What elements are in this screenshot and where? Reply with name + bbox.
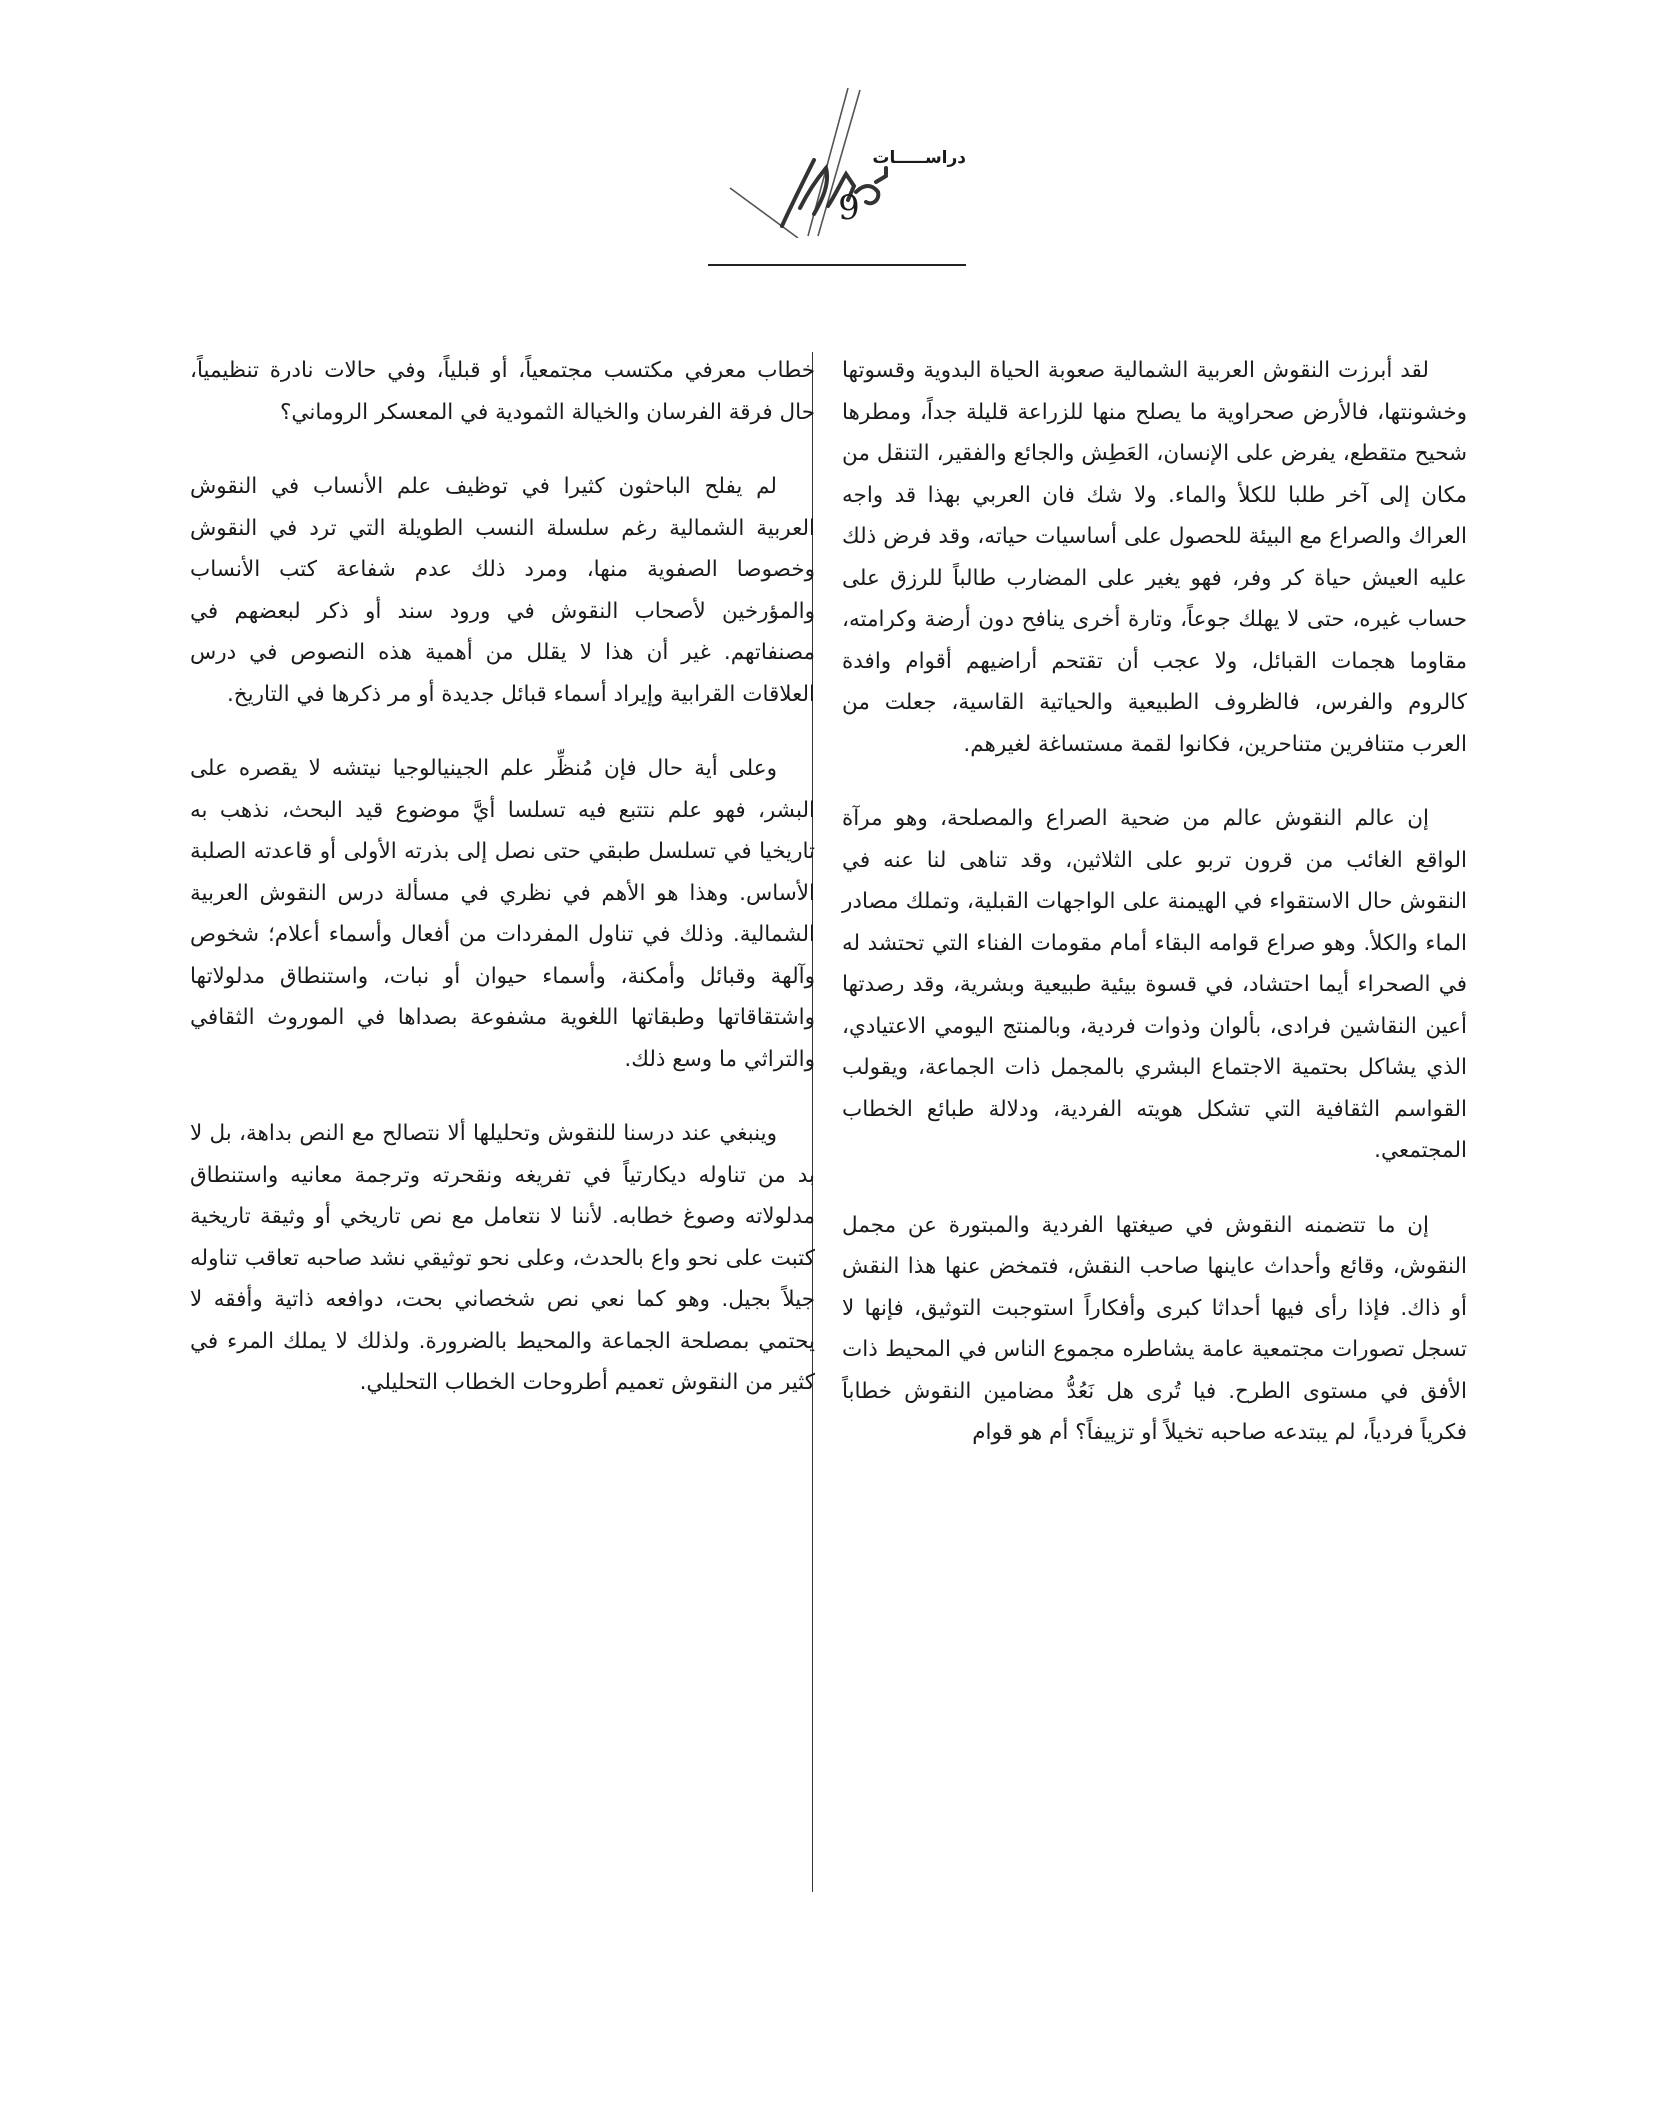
paragraph: وينبغي عند درسنا للنقوش وتحليلها ألا نتصالح مع النص بداهة، بل لا بد من تناوله ديكارتياً في تفريغه ونقحرته وترجمة معانيه واستنطاق مدلولاته وصوغ خطابه. لأننا لا نتعامل مع نص تاريخي أو وثيقة تاريخية كتبت على نحو واع بالحدث، وعلى نحو توثيقي نشد صاحبه تعاقب تناوله جيلاً بجيل. وهو كما نعي نص شخصاني بحت، دوافعه ذاتية وأفقه لا يحتمي بمصلحة الجماعة والمحيط بالضرورة. ولذلك لا يملك المرء في كثير من النقوش تعميم أطروحات الخطاب التحليلي. <box>190 1121 815 1395</box>
paragraph: إن عالم النقوش عالم من ضحية الصراع والمصلحة، وهو مرآة الواقع الغائب من قرون تربو على الثلاثين، وقد تناهى لنا عنه في النقوش حال الاستقواء في الهيمنة على الواجهات القبلية، وتملك مصادر الماء والكلأ. وهو صراع قوامه البقاء أمام مقومات الفناء التي تحتشد له في الصحراء أيما احتشاد، في قسوة بيئية طبيعية وبشرية، وقد رصدتها أعين النقاشين فرادى، بألوان وذوات فردية، وبالمنتج اليومي الاعتيادي، الذي يشاكل بحتمية الاجتماع البشري بالمجمل ذات الجماعة، ويقولب القواسم الثقافية التي تشكل هويته الفردية، ودلالة طبائع الخطاب المجتمعي. <box>842 806 1467 1163</box>
page-number: 9 <box>838 188 860 228</box>
header-rule <box>708 264 966 266</box>
page-header <box>690 88 980 268</box>
paragraph: لم يفلح الباحثون كثيرا في توظيف علم الأنساب في النقوش العربية الشمالية رغم سلسلة النسب الطويلة التي ترد في النقوش وخصوصا الصفوية منها، ومرد ذلك عدم شفاعة كتب الأنساب والمؤرخين لأصحاب النقوش في ورود سند أو ذكر لبعضهم في مصنفاتهم. غير أن هذا لا يقلل من أهمية هذه النصوص في درس العلاقات القرابية وإيراد أسماء قبائل جديدة أو مر ذكرها في التاريخ. <box>190 474 815 707</box>
paragraph: خطاب معرفي مكتسب مجتمعياً، أو قبلياً، وفي حالات نادرة تنظيمياً، حال فرقة الفرسان والخيالة الثمودية في المعسكر الروماني؟ <box>190 358 815 425</box>
paragraph: لقد أبرزت النقوش العربية الشمالية صعوبة الحياة البدوية وقسوتها وخشونتها، فالأرض صحراوية ما يصلح منها للزراعة قليلة جداً، ومطرها شحيح متقطع، يفرض على الإنسان، العَطِش والجائع والفقير، التنقل من مكان إلى آخر طلبا للكلأ والماء. ولا شك فان العربي بهذا قد واجه العراك والصراع مع البيئة للحصول على أساسيات حياته، وقد فرض ذلك عليه العيش حياة كر وفر، فهو يغير على المضارب طالباً للرزق على حساب غيره، حتى لا يهلك جوعاً، وتارة أخرى ينافح دون أرضة وكرامته، مقاوما هجمات القبائل، ولا عجب أن تقتحم أراضيهم أقوام وافدة كالروم والفرس، فالظروف الطبيعية والحياتية القاسية، جعلت من العرب متنافرين متناحرين، فكانوا لقمة مستساغة لغيرهم. <box>842 358 1467 757</box>
right-column <box>842 350 1467 1487</box>
paragraph: إن ما تتضمنه النقوش في صيغتها الفردية والمبتورة عن مجمل النقوش، وقائع وأحداث عاينها صاحب النقش، فتمخض عنها هذا النقش أو ذاك. فإذا رأى فيها أحداثا كبرى وأفكاراً استوجبت التوثيق، فإنها لا تسجل تصورات مجتمعية عامة يشاطره مجموع الناس في المحيط ذات الأفق في مستوى الطرح. فيا تُرى هل نَعُدُّ مضامين النقوش خطاباً فكرياً فردياً، لم يبتدعه صاحبه تخيلاً أو تزييفاً؟ أم هو قوام <box>842 1212 1467 1445</box>
left-column <box>190 350 815 1437</box>
section-label: دراســـــات <box>872 148 966 168</box>
paragraph: وعلى أية حال فإن مُنظِّر علم الجينيالوجيا نيتشه لا يقصره على البشر، فهو علم نتتبع فيه تسلسا أيَّ موضوع قيد البحث، نذهب به تاريخيا في تسلسل طبقي حتى نصل إلى بذرته الأولى أو قاعدته الصلبة الأساس. وهذا هو الأهم في نظري في مسألة درس النقوش العربية الشمالية. وذلك في تناول المفردات من أفعال وأسماء أعلام؛ شخوص وآلهة وقبائل وأمكنة، وأسماء حيوان أو نبات، واستنطاق مدلولاتها واشتقاقاتها وطبقاتها اللغوية مشفوعة بصداها في الموروث الثقافي والتراثي ما وسع ذلك. <box>190 756 815 1072</box>
